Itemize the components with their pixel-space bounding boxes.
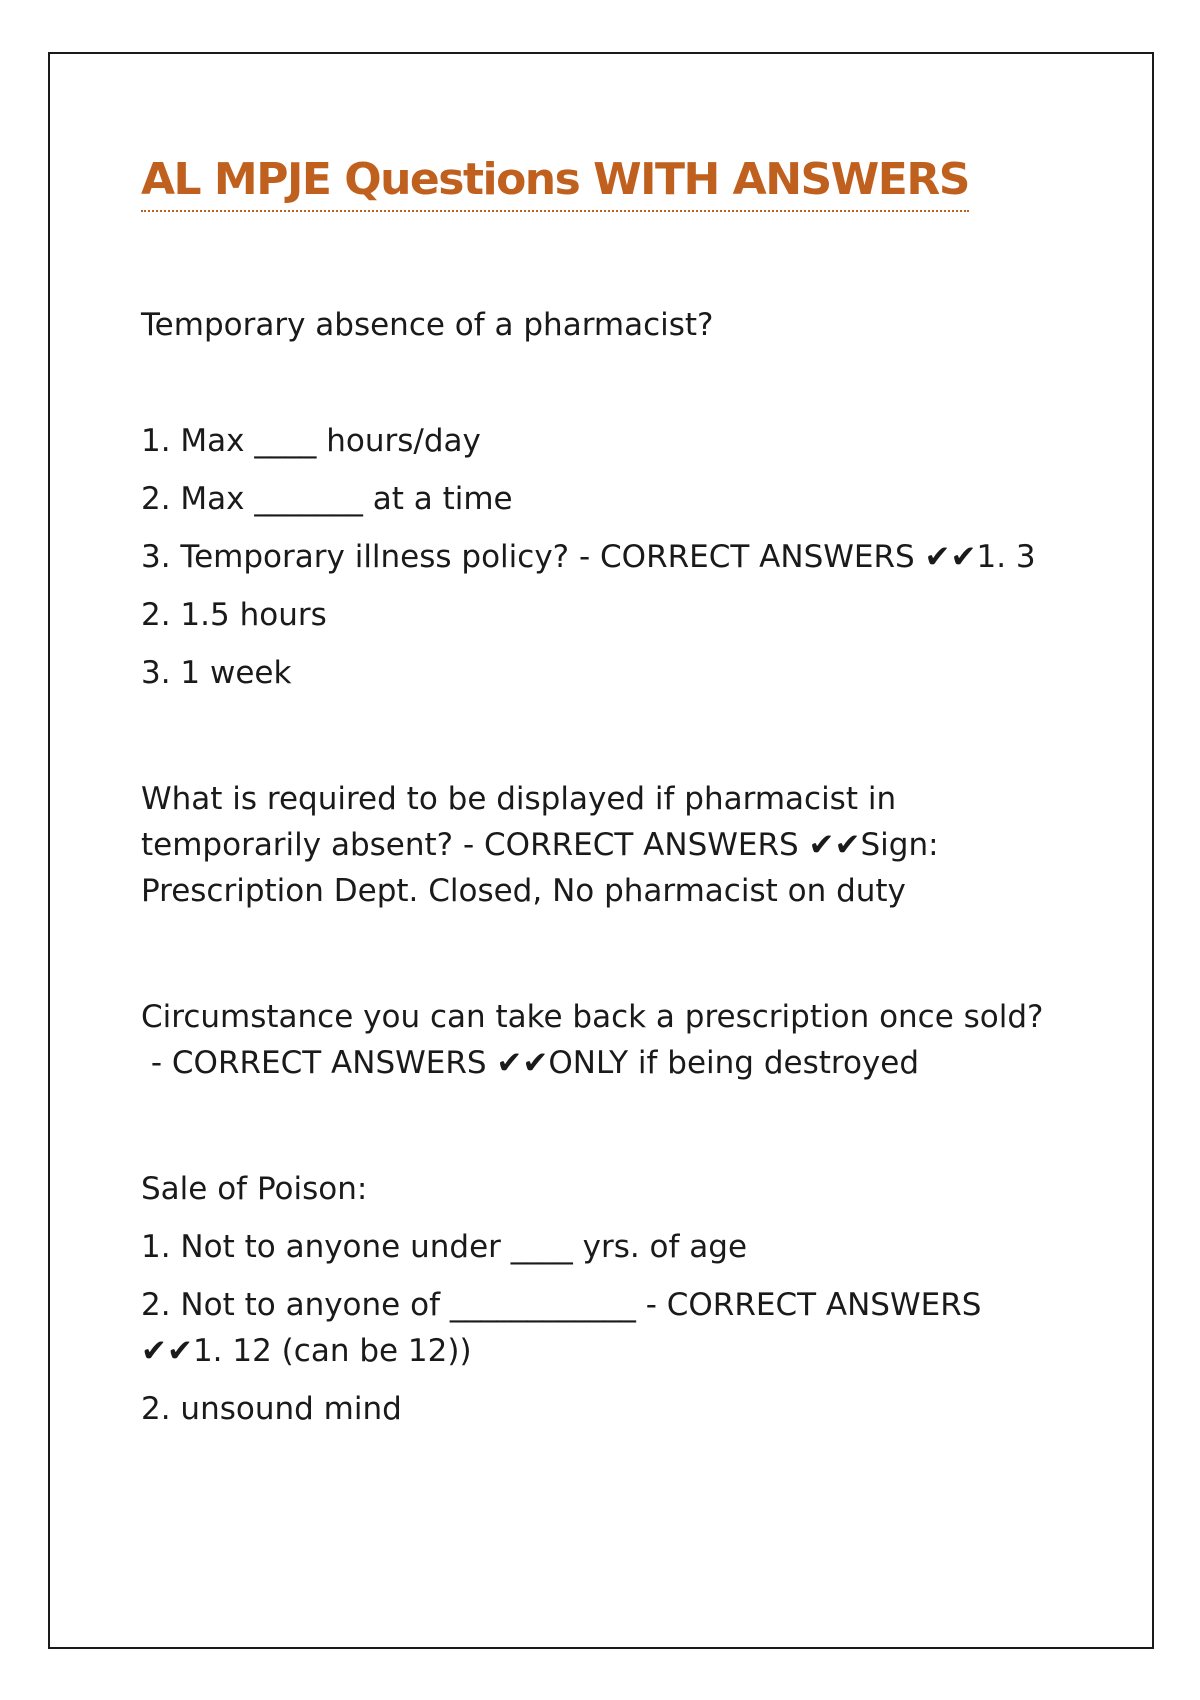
question-line: Prescription Dept. Closed, No pharmacist on duty xyxy=(141,873,906,909)
question-text: Temporary absence of a pharmacist? xyxy=(141,307,714,343)
spacer xyxy=(141,464,1091,476)
list-item: 3. 1 week xyxy=(141,655,292,691)
spacer xyxy=(141,212,1091,302)
spacer xyxy=(141,1086,1091,1166)
spacer xyxy=(141,580,1091,592)
spacer xyxy=(141,348,1091,418)
list-item: 2. unsound mind xyxy=(141,1391,402,1427)
document-title: AL MPJE Questions WITH ANSWERS xyxy=(141,150,969,212)
list-item: 1. Not to anyone under ____ yrs. of age xyxy=(141,1229,748,1265)
list-item: 3. Temporary illness policy? - CORRECT ANSWERS ✔✔1. 3 xyxy=(141,539,1036,575)
spacer xyxy=(141,1270,1091,1282)
spacer xyxy=(141,638,1091,650)
spacer xyxy=(141,914,1091,994)
question-line: Circumstance you can take back a prescription once sold? xyxy=(141,999,1044,1035)
list-item: 1. Max ____ hours/day xyxy=(141,423,481,459)
question-line: What is required to be displayed if pharmacist in xyxy=(141,781,897,817)
question-block-take-back xyxy=(141,994,1091,1086)
list-item-line: 2. Not to anyone of ____________ - CORRECT ANSWERS xyxy=(141,1287,982,1323)
list-item: 2. Max _______ at a time xyxy=(141,481,513,517)
list-item: 2. 1.5 hours xyxy=(141,597,327,633)
question-line: - CORRECT ANSWERS ✔✔ONLY if being destroyed xyxy=(141,1045,920,1081)
list-item-line: ✔✔1. 12 (can be 12)) xyxy=(141,1333,472,1369)
spacer xyxy=(141,1374,1091,1386)
spacer xyxy=(141,696,1091,776)
question-text: Sale of Poison: xyxy=(141,1171,368,1207)
spacer xyxy=(141,522,1091,534)
question-block-display-required xyxy=(141,776,1091,914)
spacer xyxy=(141,1212,1091,1224)
question-block-temporary-absence xyxy=(141,302,1091,696)
document-content xyxy=(141,150,1091,1432)
question-block-sale-of-poison xyxy=(141,1166,1091,1432)
question-line: temporarily absent? - CORRECT ANSWERS ✔✔Sign: xyxy=(141,827,939,863)
